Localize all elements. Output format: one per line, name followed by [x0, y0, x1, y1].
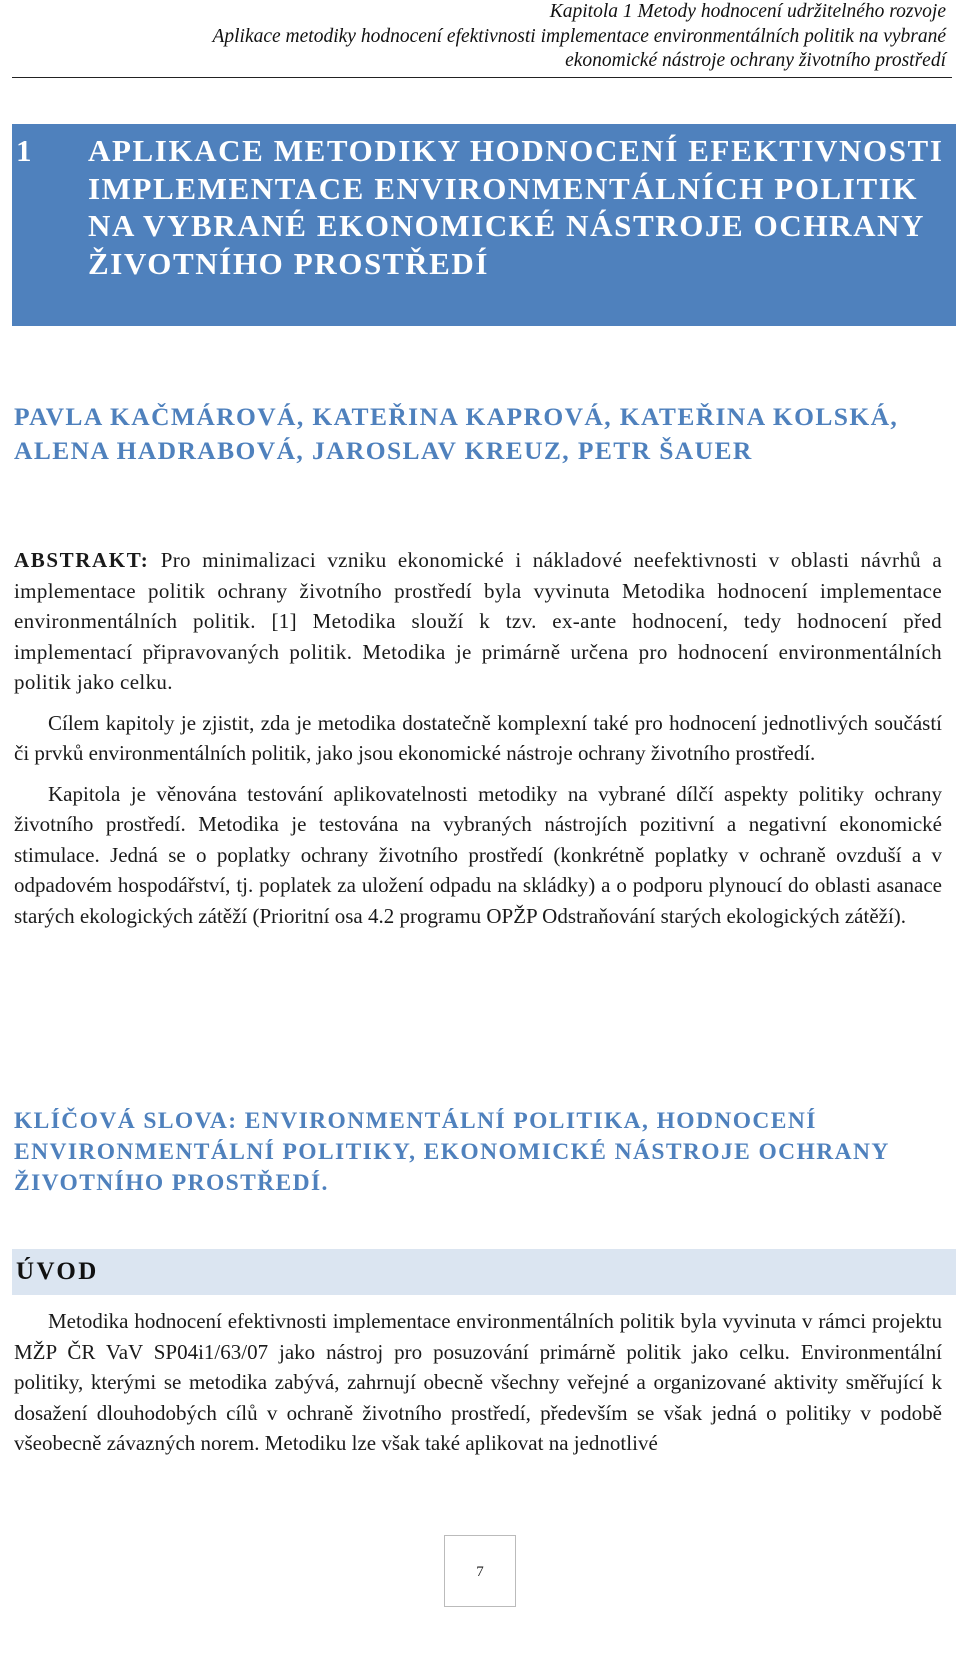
chapter-number: 1: [16, 133, 34, 168]
abstract-paragraph-2: Cílem kapitoly je zjistit, zda je metodika dostatečně komplexní také pro hodnocení jednotlivých součástí či prvků environmentálních politik, jako jsou ekonomické nástroje ochrany životního prostředí.: [14, 710, 942, 765]
running-header: [46, 0, 946, 74]
abstract-text-1: Pro minimalizaci vzniku ekonomické i nákladové neefektivnosti v oblasti návrhů a implementace politik ochrany životního prostředí byla vyvinuta Metodika hodnocení implementace environmentálních politik. [1] Metodika slouží k tzv. ex-ante hodnocení, tedy hodnocení před implementací připravovaných politik. Metodika je primárně určena pro hodnocení environmentálních politik jako celku.: [14, 548, 943, 694]
running-header-line-2: Aplikace metodiky hodnocení efektivnosti implementace environmentálních politik na vybrané: [212, 25, 946, 47]
chapter-heading-box: [12, 124, 956, 326]
header-rule: [12, 77, 952, 78]
abstract-label: ABSTRAKT:: [14, 548, 150, 572]
abstract-paragraph-1: [14, 545, 942, 698]
running-header-line-3: ekonomické nástroje ochrany životního prostředí: [565, 50, 946, 71]
abstract-paragraph-3: Kapitola je věnována testování aplikovatelnosti metodiky na vybrané dílčí aspekty politiky ochrany životního prostředí. Metodika je testována na vybraných nástrojích pozitivní a negativní ekonomické stimulace. Jedná se o poplatky ochrany životního prostředí (konkrétně poplatky v ochraně ovzduší a v odpadovém hospodářství, tj. poplatek za uložení odpadu na skládky) a o podporu plynoucí do oblasti asanace starých ekologických zátěží (Prioritní osa 4.2 programu OPŽP Odstraňování starých ekologických zátěží).: [14, 781, 942, 928]
abstract: [14, 545, 942, 931]
chapter-title: APLIKACE METODIKY HODNOCENÍ EFEKTIVNOSTI IMPLEMENTACE ENVIRONMENTÁLNÍCH POLITIK NA VYBRANÉ EKONOMICKÉ NÁSTROJE OCHRANY ŽIVOTNÍHO PROSTŘEDÍ: [88, 133, 944, 281]
page-number: 7: [444, 1535, 516, 1607]
intro-body: [14, 1306, 942, 1459]
running-header-line-1: Kapitola 1 Metody hodnocení udržitelného rozvoje: [549, 1, 946, 22]
authors: PAVLA KAČMÁROVÁ, KATEŘINA KAPROVÁ, KATEŘINA KOLSKÁ, ALENA HADRABOVÁ, JAROSLAV KREUZ, PETR ŠAUER: [14, 402, 899, 465]
intro-paragraph-1: Metodika hodnocení efektivnosti implementace environmentálních politik byla vyvinuta v rámci projektu MŽP ČR VaV SP04i1/63/07 jako nástroj pro posuzování primárně politik jako celku. Environmentální politiky, kterými se metodika zabývá, zahrnují obecně všechny veřejné a organizované aktivity směřující k dosažení dlouhodobých cílů v ochraně životního prostředí, především se však jedná o politiky v podobě všeobecně závazných norem. Metodiku lze však také aplikovat na jednotlivé: [14, 1309, 942, 1455]
keywords: KLÍČOVÁ SLOVA: ENVIRONMENTÁLNÍ POLITIKA, HODNOCENÍ ENVIRONMENTÁLNÍ POLITIKY, EKONOMICKÉ NÁSTROJE OCHRANY ŽIVOTNÍHO PROSTŘEDÍ.: [14, 1108, 889, 1196]
section-heading-uvod: ÚVOD: [12, 1249, 956, 1295]
